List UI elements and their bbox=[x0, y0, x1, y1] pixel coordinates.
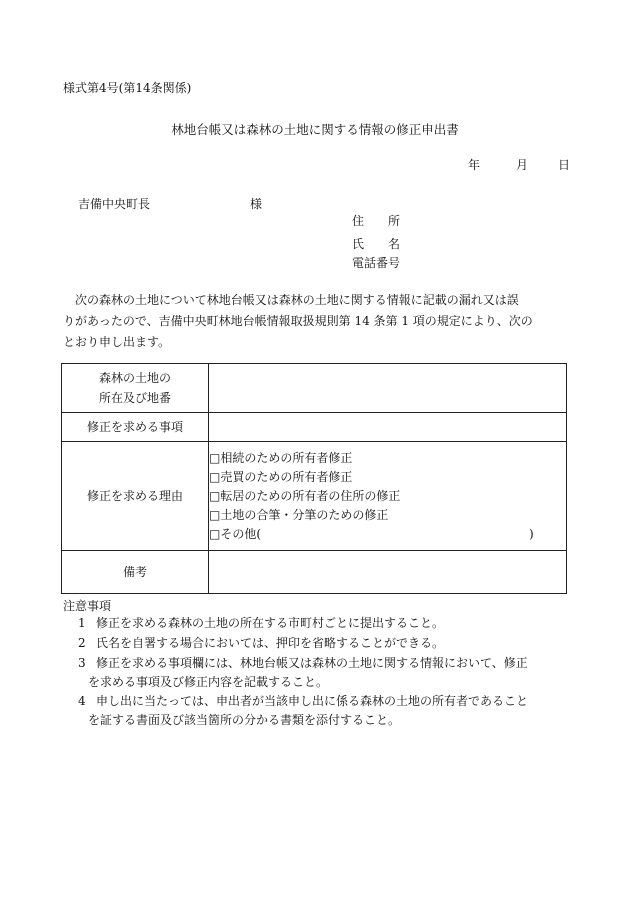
location-field[interactable] bbox=[209, 364, 567, 413]
note-text-continued: を求める事項及び修正内容を記載すること。 bbox=[88, 675, 329, 689]
date-month: 月 bbox=[515, 158, 528, 172]
note-item bbox=[78, 634, 444, 653]
note-number: 4 bbox=[78, 694, 86, 708]
reason-label: 修正を求める理由 bbox=[62, 442, 209, 551]
note-item bbox=[78, 654, 528, 692]
reason-other-close: ) bbox=[529, 526, 534, 541]
items-field[interactable] bbox=[209, 413, 567, 442]
note-text-continued: を証する書面及び該当箇所の分かる書類を添付すること。 bbox=[88, 713, 401, 727]
table-row bbox=[62, 413, 567, 442]
addressee-honorific: 様 bbox=[250, 197, 263, 211]
date-line bbox=[468, 157, 570, 173]
note-text: 修正を求める事項欄には、林地台帳又は森林の土地に関する情報において、修正 bbox=[96, 656, 528, 670]
form-number: 様式第4号(第14条関係) bbox=[63, 81, 192, 95]
application-table bbox=[61, 363, 567, 594]
addressee bbox=[78, 196, 262, 212]
date-day: 日 bbox=[557, 158, 570, 172]
body-line: とおり申し出ます。 bbox=[63, 335, 171, 349]
reason-parcel-merge-split-checkbox[interactable]: □土地の合筆・分筆のための修正 bbox=[209, 507, 389, 522]
reason-options bbox=[209, 442, 567, 551]
location-label-line: 所在及び地番 bbox=[98, 391, 171, 405]
remarks-label: 備考 bbox=[62, 551, 209, 594]
body-line: 次の森林の土地について林地台帳又は森林の土地に関する情報に記載の漏れ又は誤 bbox=[63, 293, 519, 307]
table-row bbox=[62, 551, 567, 594]
table-row bbox=[62, 364, 567, 413]
notes-heading: 注意事項 bbox=[63, 599, 112, 613]
reason-inheritance-checkbox[interactable]: □相続のための所有者修正 bbox=[209, 450, 353, 465]
note-number: 1 bbox=[78, 616, 86, 630]
reason-other-checkbox[interactable] bbox=[209, 525, 566, 544]
location-label-line: 森林の土地の bbox=[98, 371, 171, 385]
document-title: 林地台帳又は森林の土地に関する情報の修正申出書 bbox=[171, 122, 459, 137]
applicant-name-label: 氏 名 bbox=[352, 237, 401, 251]
addressee-name: 吉備中央町長 bbox=[78, 197, 151, 211]
note-text: 氏名を自署する場合においては、押印を省略することができる。 bbox=[96, 636, 445, 650]
date-year: 年 bbox=[467, 158, 480, 172]
note-item bbox=[78, 614, 444, 633]
note-item bbox=[78, 692, 528, 730]
body-line: りがあったので、吉備中央町林地台帳情報取扱規則第 14 条第 1 項の規定により、次の bbox=[63, 314, 533, 328]
note-text: 申し出に当たっては、申出者が当該申し出に係る森林の土地の所有者であること bbox=[96, 694, 529, 708]
note-number: 2 bbox=[78, 636, 86, 650]
location-label bbox=[62, 364, 209, 413]
body-text bbox=[63, 290, 571, 353]
reason-other-label: □その他( bbox=[209, 526, 262, 541]
reason-sale-checkbox[interactable]: □売買のための所有者修正 bbox=[209, 469, 353, 484]
note-number: 3 bbox=[78, 656, 86, 670]
applicant-phone-label: 電話番号 bbox=[352, 256, 401, 270]
applicant-address-label: 住 所 bbox=[352, 214, 401, 228]
items-label: 修正を求める事項 bbox=[62, 413, 209, 442]
table-row bbox=[62, 442, 567, 551]
note-text: 修正を求める森林の土地の所在する市町村ごとに提出すること。 bbox=[96, 616, 445, 630]
remarks-field[interactable] bbox=[209, 551, 567, 594]
reason-relocation-checkbox[interactable]: □転居のための所有者の住所の修正 bbox=[209, 488, 401, 503]
